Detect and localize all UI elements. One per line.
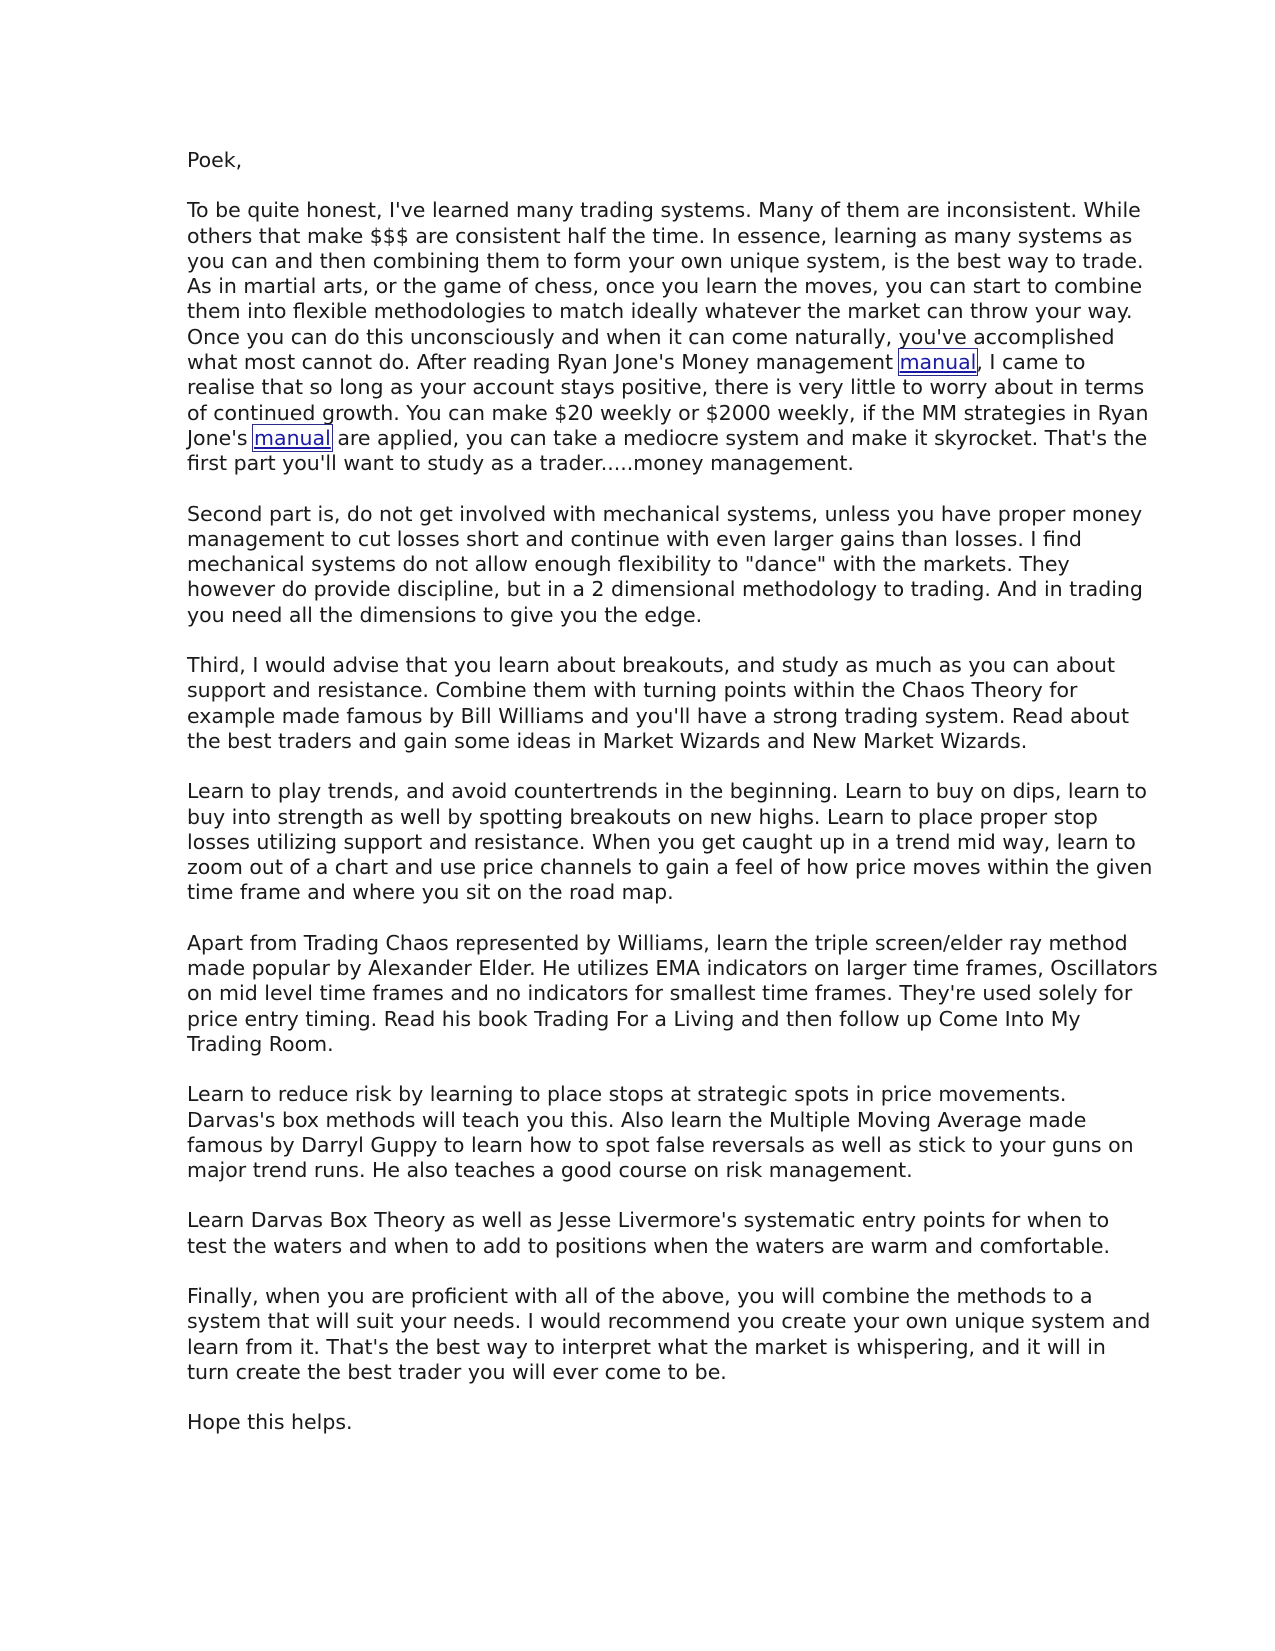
closing (187, 1410, 1197, 1435)
text-line: you can and then combining them to form your own unique system, is the best way to trade. (187, 248, 1144, 273)
paragraph-mechanical-systems (187, 502, 1197, 628)
text-line: zoom out of a chart and use price channels to gain a feel of how price moves within the given (187, 855, 1153, 880)
text-segment: are applied, you can take a mediocre system and make it skyrocket. That's the (330, 425, 1148, 450)
paragraph-trends (187, 779, 1197, 905)
text-line: major trend runs. He also teaches a good course on risk management. (187, 1158, 913, 1183)
text-line: however do provide discipline, but in a 2 dimensional methodology to trading. And in trading (187, 577, 1143, 602)
paragraph-money-management (187, 198, 1197, 476)
text-line: realise that so long as your account stays positive, there is very little to worry about in terms (187, 375, 1145, 400)
text-line: price entry timing. Read his book Trading For a Living and then follow up Come Into My (187, 1006, 1081, 1031)
text-line-with-link (187, 350, 1197, 375)
text-line: Learn Darvas Box Theory as well as Jesse Livermore's systematic entry points for when to (187, 1208, 1110, 1233)
text-segment: , I came to (976, 350, 1086, 375)
salutation (187, 148, 1197, 173)
text-line: the best traders and gain some ideas in Market Wizards and New Market Wizards. (187, 728, 1028, 753)
text-line: system that will suit your needs. I would recommend you create your own unique system and (187, 1309, 1151, 1334)
manual-link-2[interactable]: manual (254, 425, 331, 450)
text-line: losses utilizing support and resistance. When you get caught up in a trend mid way, learn to (187, 829, 1136, 854)
text-line: As in martial arts, or the game of chess, once you learn the moves, you can start to combine (187, 274, 1143, 299)
text-line: support and resistance. Combine them with turning points within the Chaos Theory for (187, 678, 1078, 703)
text-line: of continued growth. You can make $20 weekly or $2000 weekly, if the MM strategies in Ryan (187, 400, 1149, 425)
text-segment: Jone's (187, 425, 255, 450)
text-line: management to cut losses short and continue with even larger gains than losses. I find (187, 526, 1082, 551)
text-line: mechanical systems do not allow enough flexibility to "dance" with the markets. They (187, 552, 1070, 577)
text-line: Third, I would advise that you learn about breakouts, and study as much as you can about (187, 653, 1116, 678)
salutation-text: Poek, (187, 148, 243, 172)
text-line: others that make $$$ are consistent half the time. In essence, learning as many systems as (187, 223, 1133, 248)
text-line: test the waters and when to add to positions when the waters are warm and comfortable. (187, 1233, 1110, 1258)
text-line: Darvas's box methods will teach you this. Also learn the Multiple Moving Average made (187, 1107, 1087, 1132)
text-line: on mid level time frames and no indicators for smallest time frames. They're used solely for (187, 981, 1133, 1006)
text-line: Second part is, do not get involved with mechanical systems, unless you have proper money (187, 501, 1143, 526)
text-line: turn create the best trader you will ever come to be. (187, 1359, 727, 1384)
text-line: Finally, when you are proficient with all of the above, you will combine the methods to a (187, 1283, 1093, 1308)
text-line: them into flexible methodologies to match ideally whatever the market can throw your way. (187, 299, 1133, 324)
closing-text: Hope this helps. (187, 1410, 353, 1435)
text-line: first part you'll want to study as a trader.....money management. (187, 451, 854, 476)
text-line: example made famous by Bill Williams and you'll have a strong trading system. Read about (187, 703, 1130, 728)
text-line-with-link (187, 426, 1197, 451)
text-line: To be quite honest, I've learned many trading systems. Many of them are inconsistent. While (187, 198, 1141, 223)
text-line: you need all the dimensions to give you the edge. (187, 602, 703, 627)
text-line: famous by Darryl Guppy to learn how to spot false reversals as well as stick to your guns on (187, 1132, 1134, 1157)
paragraph-finally (187, 1284, 1197, 1385)
text-line: Once you can do this unconsciously and when it can come naturally, you've accomplished (187, 324, 1115, 349)
text-line: made popular by Alexander Elder. He utilizes EMA indicators on larger time frames, Oscillators (187, 956, 1158, 981)
paragraph-breakouts (187, 653, 1197, 754)
text-line: Learn to reduce risk by learning to place stops at strategic spots in price movements. (187, 1082, 1067, 1107)
text-line: Apart from Trading Chaos represented by Williams, learn the triple screen/elder ray method (187, 930, 1128, 955)
paragraph-triple-screen (187, 931, 1197, 1057)
text-line: Learn to play trends, and avoid countertrends in the beginning. Learn to buy on dips, learn to (187, 779, 1147, 804)
paragraph-darvas (187, 1208, 1197, 1259)
text-segment: what most cannot do. After reading Ryan Jone's Money management (187, 350, 900, 375)
text-line: Trading Room. (187, 1031, 334, 1056)
text-line: learn from it. That's the best way to interpret what the market is whispering, and it will in (187, 1334, 1106, 1359)
manual-link[interactable]: manual (899, 350, 977, 375)
letter-body (187, 148, 1197, 1460)
text-line: buy into strength as well by spotting breakouts on new highs. Learn to place proper stop (187, 804, 1098, 829)
paragraph-risk (187, 1082, 1197, 1183)
text-line: time frame and where you sit on the road map. (187, 880, 674, 905)
